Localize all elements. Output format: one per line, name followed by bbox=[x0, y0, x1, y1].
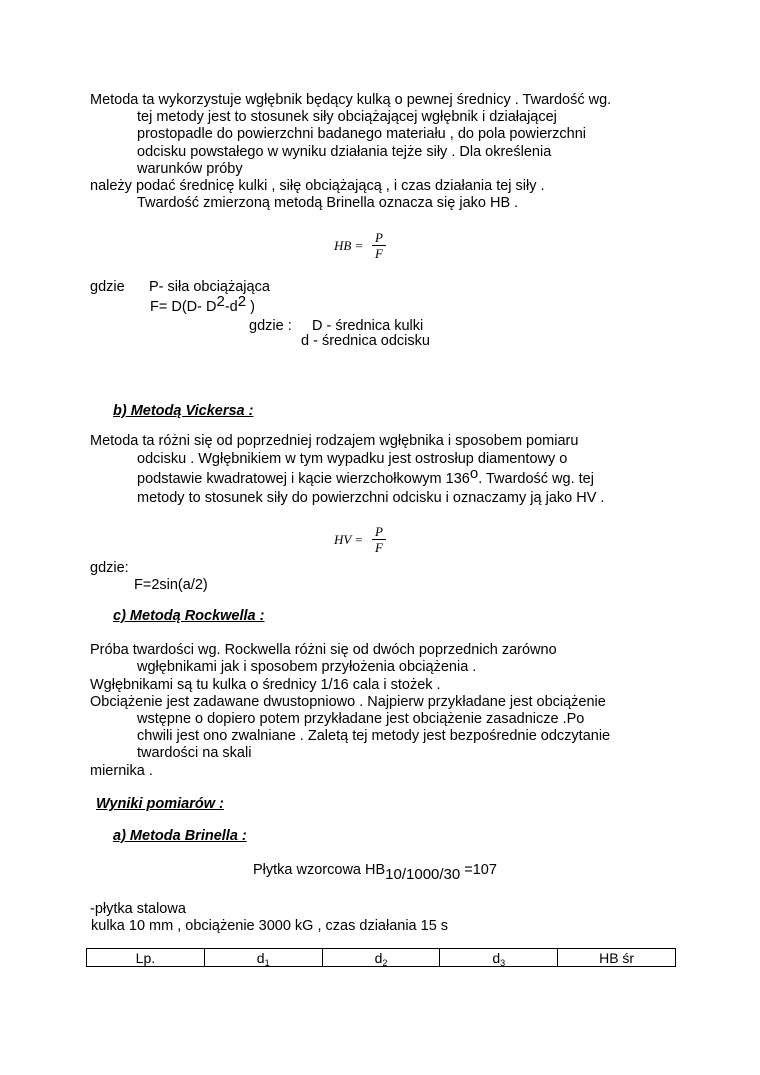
sample-line-2: kulka 10 mm , obciążenie 3000 kG , czas działania 15 s bbox=[91, 918, 449, 934]
formula-hv-den: F bbox=[372, 539, 386, 555]
rockwell-line-3: Wgłębnikami są tu kulka o średnicy 1/16 cala i stożek . bbox=[90, 677, 441, 693]
intro-line-1: Metoda ta wykorzystuje wgłębnik będący kulką o pewnej średnicy . Twardość wg. bbox=[90, 92, 612, 108]
rockwell-line-7: twardości na skali bbox=[137, 745, 252, 761]
reference-plate bbox=[253, 862, 497, 883]
intro-line-6: należy podać średnicę kulki , siłę obciążającą , i czas działania tej siły . bbox=[90, 178, 545, 194]
intro-line-4: odcisku powstałego w wyniku działania tejże siły . Dla określenia bbox=[137, 144, 552, 160]
section-rockwell-heading: c) Metodą Rockwella : bbox=[113, 608, 265, 624]
formula-hv-eq: = bbox=[354, 532, 364, 547]
section-brinella-heading: a) Metoda Brinella : bbox=[113, 828, 247, 844]
degree-superscript: o bbox=[469, 465, 479, 482]
vickers-line-4: metody to stosunek siły do powierzchni odcisku i oznaczamy ją jako HV . bbox=[137, 490, 605, 506]
col-d1-label: d bbox=[256, 949, 265, 966]
formula-hb-den: F bbox=[372, 245, 386, 261]
f-def-sup1: 2 bbox=[216, 293, 225, 310]
col-d2-label: d bbox=[374, 949, 383, 966]
formula-hb-num: P bbox=[375, 230, 383, 245]
intro-line-7: Twardość zmierzoną metodą Brinella oznacza się jako HB . bbox=[137, 195, 519, 211]
col-d3 bbox=[440, 949, 558, 967]
rockwell-line-8: miernika . bbox=[90, 763, 153, 779]
reference-sub: 10/1000/30 bbox=[385, 866, 461, 883]
intro-line-2: tej metody jest to stosunek siły obciążającej wgłębnik i działającej bbox=[137, 109, 557, 125]
reference-post: =107 bbox=[460, 862, 497, 878]
hv-f-definition: F=2sin(a/2) bbox=[134, 577, 208, 593]
results-heading: Wyniki pomiarów : bbox=[96, 796, 224, 812]
rockwell-line-5: wstępne o dopiero potem przykładane jest obciążenie zasadnicze .Po bbox=[137, 711, 585, 727]
col-d3-sub: 3 bbox=[500, 957, 506, 968]
rockwell-line-1: Próba twardości wg. Rockwella różni się od dwóch poprzednich zarówno bbox=[90, 642, 557, 658]
formula-hb-lhs: HB bbox=[334, 238, 352, 253]
big-d-definition: D - średnica kulki bbox=[312, 318, 424, 334]
intro-line-5: warunków próby bbox=[137, 161, 243, 177]
f-def-mid: -d bbox=[224, 299, 238, 315]
rockwell-line-6: chwili jest ono zwalniane . Zaletą tej metody jest bezpośrednie odczytanie bbox=[137, 728, 611, 744]
results-table bbox=[86, 948, 676, 967]
formula-hv-lhs: HV bbox=[334, 532, 352, 547]
col-d1 bbox=[204, 949, 322, 967]
formula-hb bbox=[334, 230, 394, 264]
f-def-suffix: ) bbox=[246, 299, 255, 315]
f-def-prefix: F= D(D- D bbox=[150, 299, 217, 315]
small-d-definition: d - średnica odcisku bbox=[301, 333, 430, 349]
vickers-line-3-pre: podstawie kwadratowej i kącie wierzchołkowym 136 bbox=[137, 471, 470, 487]
p-definition: P- siła obciążająca bbox=[149, 279, 270, 295]
rockwell-line-2: wgłębnikami jak i sposobem przyłożenia obciążenia . bbox=[137, 659, 477, 675]
intro-line-3: prostopadle do powierzchni badanego materiału , do pola powierzchni bbox=[137, 126, 586, 142]
col-d3-label: d bbox=[492, 949, 501, 966]
reference-pre: Płytka wzorcowa HB bbox=[253, 862, 386, 878]
vickers-line-2: odcisku . Wgłębnikiem w tym wypadku jest ostrosłup diamentowy o bbox=[137, 451, 568, 467]
col-hb-avg: HB śr bbox=[558, 949, 676, 967]
col-lp: Lp. bbox=[87, 949, 205, 967]
f-def-sup2: 2 bbox=[237, 293, 247, 310]
col-d1-sub: 1 bbox=[264, 957, 270, 968]
table-header-row bbox=[87, 949, 676, 967]
vickers-line-3 bbox=[137, 465, 594, 488]
formula-hv bbox=[334, 524, 394, 558]
formula-hb-eq: = bbox=[354, 238, 364, 253]
where-hb-label: gdzie bbox=[90, 279, 125, 295]
formula-hv-num: P bbox=[375, 524, 383, 539]
vickers-line-1: Metoda ta różni się od poprzedniej rodzajem wgłębnika i sposobem pomiaru bbox=[90, 433, 579, 449]
rockwell-line-4: Obciążenie jest zadawane dwustopniowo . Najpierw przykładane jest obciążenie bbox=[90, 694, 606, 710]
sample-line-1: -płytka stalowa bbox=[90, 901, 186, 917]
col-d2 bbox=[322, 949, 440, 967]
col-d2-sub: 2 bbox=[382, 957, 388, 968]
vickers-line-3-post: . Twardość wg. tej bbox=[478, 471, 594, 487]
f-definition bbox=[150, 293, 255, 316]
sub-where-label: gdzie : bbox=[249, 318, 292, 334]
section-vickers-heading: b) Metodą Vickersa : bbox=[113, 403, 254, 419]
where-hv-label: gdzie: bbox=[90, 560, 129, 576]
